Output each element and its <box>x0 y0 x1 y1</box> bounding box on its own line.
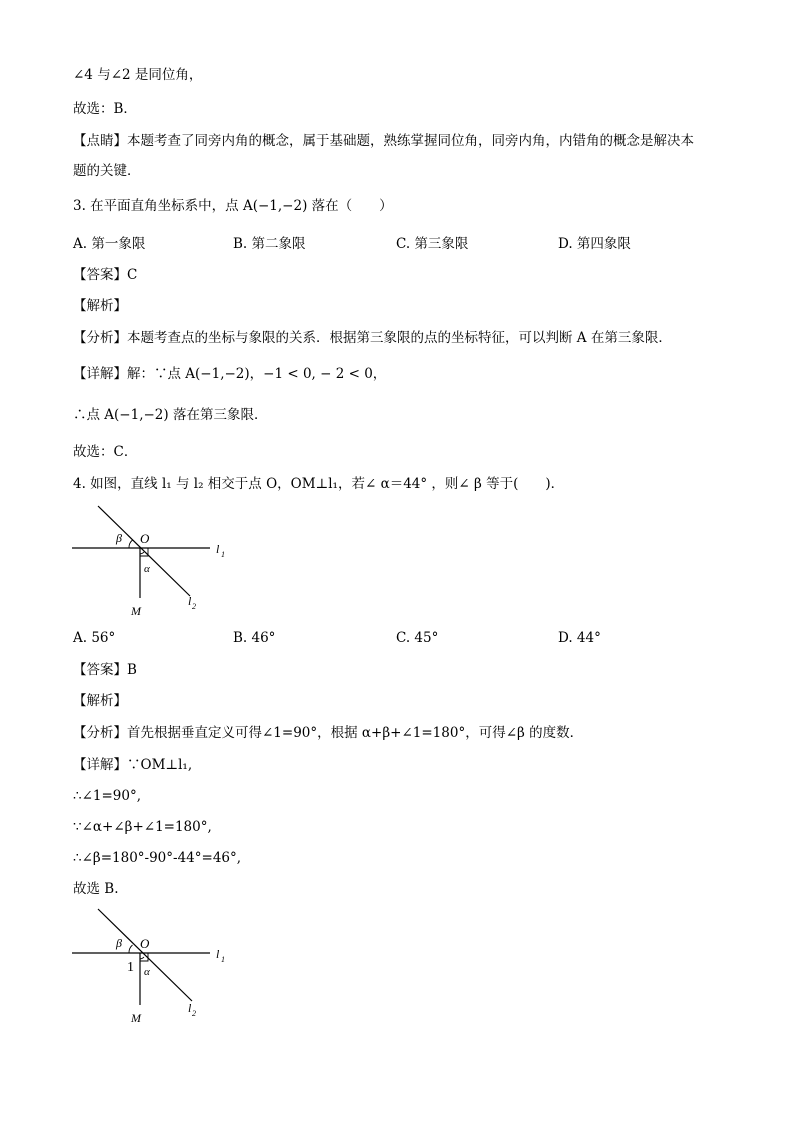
q3-jiexi: 【解析】 <box>73 298 127 314</box>
alpha-label: α <box>144 563 150 575</box>
line-l2 <box>98 506 190 596</box>
beta-label: β <box>116 531 122 545</box>
question-4-stem: 4. 如图，直线 l₁ 与 l₂ 相交于点 O，OM⊥l₁，若∠ α＝44° ，则∠ β 等于( )． <box>73 476 565 492</box>
point-m-label: M <box>131 604 141 618</box>
q3-option-d: D. 第四象限 <box>558 236 631 252</box>
q4-option-a: A. 56° <box>73 630 116 646</box>
q3-xiangjie: 【详解】解：∵点 A(−1,−2)，−1 < 0, − 2 < 0， <box>73 366 387 382</box>
l2-label: l <box>188 1001 192 1015</box>
q4-xiangjie-1: 【详解】∵OM⊥l₁, <box>73 757 193 773</box>
beta-arc <box>129 540 133 548</box>
point-o-label: O <box>140 936 150 951</box>
q3-option-b: B. 第二象限 <box>233 236 306 252</box>
q4-option-b: B. 46° <box>233 630 276 646</box>
l2-subscript: 2 <box>192 602 196 611</box>
q4-xiangjie-4: ∴∠β=180°-90°-44°=46°, <box>73 850 242 866</box>
line-l2 <box>98 909 192 1001</box>
l1-label: l <box>216 542 220 556</box>
q4-xiangjie-2: ∴∠1=90°, <box>73 788 142 804</box>
alpha-arc <box>140 552 144 554</box>
angle-1-label: 1 <box>127 960 134 975</box>
alpha-label: α <box>144 966 150 978</box>
text-line: 题的关键． <box>73 163 141 179</box>
geometry-figure-1 <box>60 498 240 623</box>
geometry-figure-2 <box>60 903 240 1028</box>
q4-fenxi: 【分析】首先根据垂直定义可得∠1=90°，根据 α+β+∠1=180°，可得∠β 的度数． <box>73 725 584 741</box>
q3-option-a: A. 第一象限 <box>73 236 146 252</box>
text-line: 【点睛】本题考查了同旁内角的概念，属于基础题，熟练掌握同位角，同旁内角，内错角的概念是解决本 <box>73 133 694 149</box>
q3-answer: 【答案】C <box>73 267 138 283</box>
q4-option-d: D. 44° <box>558 630 601 646</box>
point-m-label: M <box>131 1011 141 1025</box>
alpha-arc <box>140 957 144 959</box>
l1-subscript: 1 <box>221 550 225 559</box>
point-o-label: O <box>140 531 150 546</box>
text-line: 故选：B． <box>73 101 137 117</box>
beta-arc <box>129 945 133 953</box>
q4-jiexi: 【解析】 <box>73 693 127 709</box>
q4-xiangjie-3: ∵∠α+∠β+∠1=180°, <box>73 819 212 835</box>
q4-answer: 【答案】B <box>73 662 137 678</box>
q3-conclusion: ∴点 A(−1,−2) 落在第三象限． <box>73 407 268 423</box>
question-3-stem: 3. 在平面直角坐标系中，点 A(−1,−2) 落在（ ） <box>73 198 393 214</box>
q4-choose: 故选 B. <box>73 881 119 897</box>
l1-subscript: 1 <box>221 955 225 964</box>
q3-option-c: C. 第三象限 <box>396 236 469 252</box>
q3-fenxi: 【分析】本题考查点的坐标与象限的关系．根据第三象限的点的坐标特征，可以判断 A 在第三象限． <box>73 330 672 346</box>
q4-option-c: C. 45° <box>396 630 439 646</box>
beta-label: β <box>116 936 122 950</box>
l2-label: l <box>188 594 192 608</box>
text-line: ∠4 与∠2 是同位角， <box>73 67 203 83</box>
l1-label: l <box>216 947 220 961</box>
q3-choose: 故选：C． <box>73 444 138 460</box>
l2-subscript: 2 <box>192 1009 196 1018</box>
